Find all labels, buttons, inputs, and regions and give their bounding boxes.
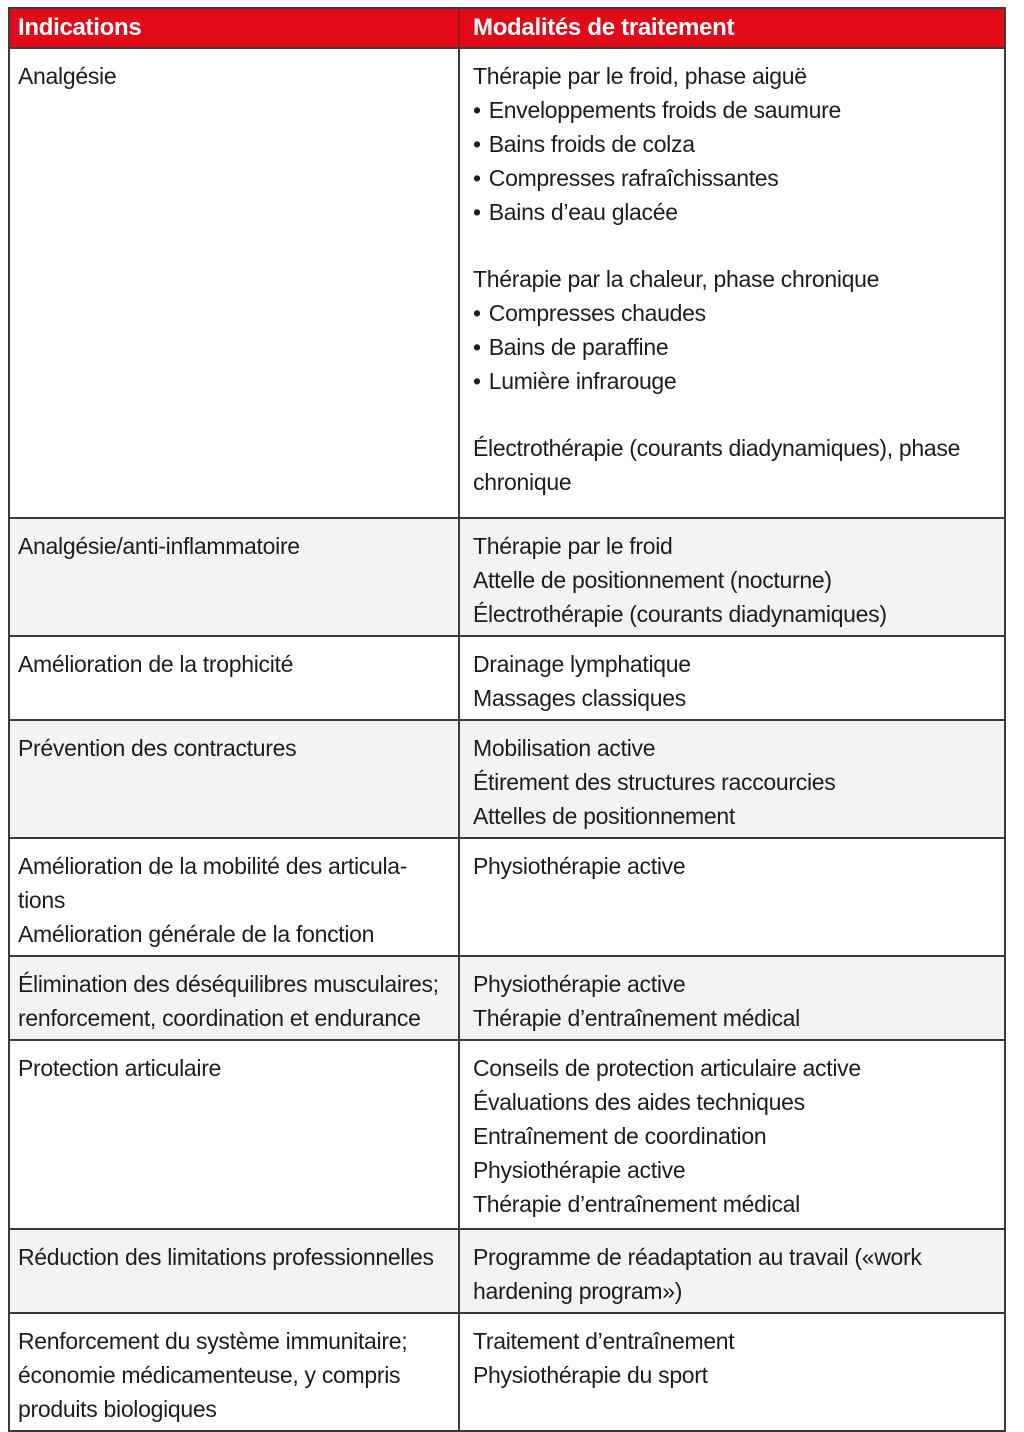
table-row	[10, 517, 1004, 635]
indications-table	[8, 7, 1006, 1432]
indication-cell	[10, 637, 460, 719]
treatment-line: Thérapie par la chaleur, phase chronique	[473, 266, 880, 292]
header-label-modalites: Modalités de traitement	[473, 14, 735, 41]
treatment-cell	[460, 721, 1004, 837]
table-header-row	[10, 9, 1004, 49]
treatment-line: Étirement des structures raccourcies	[473, 769, 836, 795]
table-row	[10, 1039, 1004, 1228]
treatment-line: Électrothérapie (courants diadynamiques)	[473, 601, 887, 627]
treatment-line: Drainage lymphatique	[473, 651, 691, 677]
indication-line: Réduction des limitations professionnelles	[18, 1244, 434, 1270]
table-row	[10, 1228, 1004, 1312]
header-label-indications: Indications	[18, 14, 142, 41]
treatment-line: Physiothérapie active	[473, 1157, 686, 1183]
treatment-line: Électrothérapie (courants diadynamiques), phase	[473, 435, 961, 461]
treatment-line: Thérapie d’entraînement médical	[473, 1191, 800, 1217]
treatment-bullet-item: • Bains froids de colza	[473, 127, 996, 161]
indication-cell	[10, 721, 460, 837]
treatment-group-spacer	[473, 398, 996, 431]
treatment-line: Attelle de positionnement (nocturne)	[473, 567, 832, 593]
indication-line: renforcement, coordination et endurance	[18, 1005, 421, 1031]
indication-cell	[10, 957, 460, 1039]
treatment-group-spacer	[473, 229, 996, 262]
indication-cell	[10, 1230, 460, 1312]
indication-cell	[10, 519, 460, 635]
treatment-bullet-item: • Bains de paraffine	[473, 330, 996, 364]
table-row	[10, 837, 1004, 955]
indication-line: tions	[18, 887, 66, 913]
indication-line: Amélioration de la trophicité	[18, 651, 294, 677]
table-row	[10, 635, 1004, 719]
indication-cell	[10, 49, 460, 517]
treatment-line: Physiothérapie active	[473, 853, 686, 879]
table-row	[10, 1312, 1004, 1430]
treatment-bullet-item: • Compresses chaudes	[473, 296, 996, 330]
treatment-cell	[460, 839, 1004, 955]
indication-cell	[10, 839, 460, 955]
table-body	[10, 49, 1004, 1430]
indication-line: Analgésie	[18, 63, 117, 89]
treatment-line: Traitement d’entraînement	[473, 1328, 735, 1354]
treatment-line: Thérapie d’entraînement médical	[473, 1005, 800, 1031]
treatment-line: Physiothérapie du sport	[473, 1362, 708, 1388]
treatment-line: Thérapie par le froid, phase aiguë	[473, 63, 807, 89]
treatment-line: Évaluations des aides techniques	[473, 1089, 805, 1115]
treatment-line: Attelles de positionnement	[473, 803, 735, 829]
treatment-bullet-item: • Enveloppements froids de saumure	[473, 93, 996, 127]
treatment-line: Thérapie par le froid	[473, 533, 673, 559]
indication-cell	[10, 1314, 460, 1430]
treatment-line: Massages classiques	[473, 685, 686, 711]
indication-line: économie médicamenteuse, y compris	[18, 1362, 401, 1388]
treatment-line: Programme de réadaptation au travail («work	[473, 1244, 922, 1270]
treatment-line: chronique	[473, 469, 572, 495]
indication-line: Renforcement du système immunitaire;	[18, 1328, 408, 1354]
treatment-cell	[460, 1314, 1004, 1430]
indication-line: Amélioration de la mobilité des articula-	[18, 853, 408, 879]
table-row	[10, 955, 1004, 1039]
treatment-cell	[460, 957, 1004, 1039]
indication-line: Protection articulaire	[18, 1055, 222, 1081]
header-cell-indications	[10, 9, 460, 47]
treatment-cell	[460, 1041, 1004, 1228]
treatment-line: Conseils de protection articulaire active	[473, 1055, 861, 1081]
treatment-cell	[460, 637, 1004, 719]
indication-line: Amélioration générale de la fonction	[18, 921, 375, 947]
header-cell-modalites	[460, 9, 1004, 47]
treatment-bullet-item: • Lumière infrarouge	[473, 364, 996, 398]
indication-line: Élimination des déséquilibres musculaires;	[18, 971, 439, 997]
table-row	[10, 719, 1004, 837]
indication-cell	[10, 1041, 460, 1228]
treatment-bullet-item: • Compresses rafraîchissantes	[473, 161, 996, 195]
indication-line: Prévention des contractures	[18, 735, 297, 761]
treatment-line: Entraînement de coordination	[473, 1123, 767, 1149]
treatment-cell	[460, 519, 1004, 635]
treatment-cell	[460, 49, 1004, 517]
treatment-line: hardening program»)	[473, 1278, 683, 1304]
treatment-cell	[460, 1230, 1004, 1312]
treatment-line: Physiothérapie active	[473, 971, 686, 997]
indication-line: produits biologiques	[18, 1396, 217, 1422]
treatment-bullet-item: • Bains d’eau glacée	[473, 195, 996, 229]
indication-line: Analgésie/anti-inflammatoire	[18, 533, 300, 559]
table-row	[10, 49, 1004, 517]
treatment-line: Mobilisation active	[473, 735, 656, 761]
